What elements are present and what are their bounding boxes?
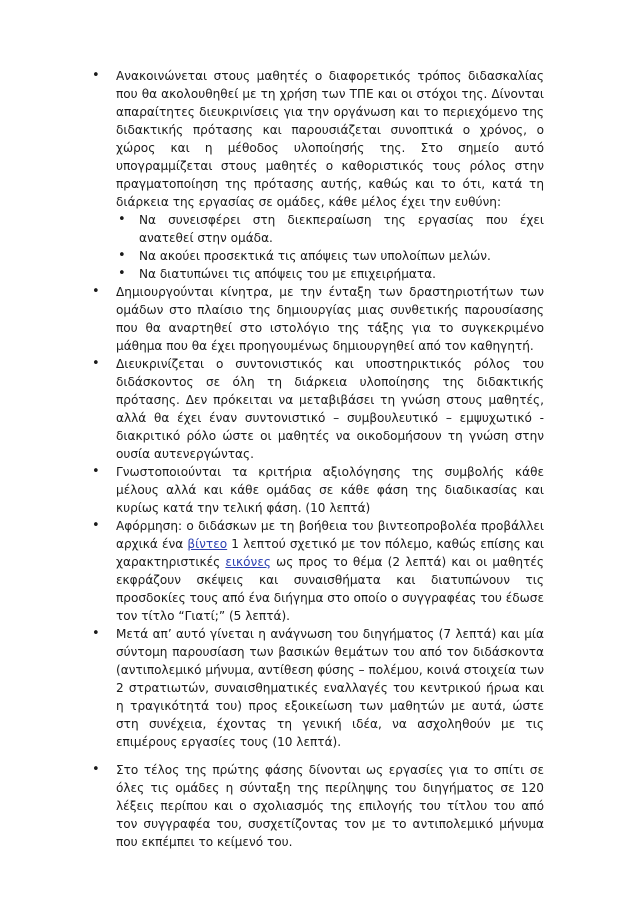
- video-link[interactable]: βίντεο: [187, 537, 228, 551]
- images-link[interactable]: εικόνες: [225, 555, 271, 569]
- sub-list-item: • Να διατυπώνει τις απόψεις του με επιχειρήματα.: [116, 265, 544, 283]
- paragraph-motivation-end: ως προς το θέμα (2 λεπτά) και οι μαθητές εκφράζουν σκέψεις και συναισθήματα και διατυπώνουν τις προσδοκίες τους από ένα διήγημα στο οποίο ο συγγραφέας του έδωσε τον τίτλο “Γιατί;” (5 λεπτά).: [116, 555, 544, 623]
- list-item: [92, 761, 544, 851]
- sub-bullet-list: [116, 211, 544, 283]
- sub-list-item: • Να ακούει προσεκτικά τις απόψεις των υπολοίπων μελών.: [116, 247, 544, 265]
- sub-list-item: • Να συνεισφέρει στη διεκπεραίωση της εργασίας που έχει ανατεθεί στην ομάδα.: [116, 211, 544, 247]
- list-item: [92, 625, 544, 751]
- document-body: [92, 67, 544, 851]
- list-item: [92, 67, 544, 283]
- main-bullet-list: [92, 67, 544, 851]
- paragraph-assessment-criteria: Γνωστοποιούνται τα κριτήρια αξιολόγησης της συμβολής κάθε μέλους αλλά και κάθε ομάδας σε κάθε φάση της διαδικασίας και κυρίως κατά την τελική φάση. (10 λεπτά): [116, 465, 544, 515]
- paragraph-motivation-start: Αφόρμηση: ο διδάσκων με τη βοήθεια του βιντεοπροβολέα προβάλλει αρχικά ένα: [116, 519, 544, 551]
- paragraph-homework: Στο τέλος της πρώτης φάσης δίνονται ως εργασίες για το σπίτι σε όλες τις ομάδες η σύνταξη της περίληψης του διηγήματος σε 120 λέξεις περίπου και ο σχολιασμός της επιλογής του τίτλου του από τον συγγραφέα του, συσχετίζοντας τον με το αντιπολεμικό μήνυμα που εκπέμπει το κείμενό του.: [116, 763, 544, 849]
- list-item: [92, 283, 544, 355]
- paragraph-teacher-role: Διευκρινίζεται ο συντονιστικός και υποστηρικτικός ρόλος του διδάσκοντος σε όλη τη διάρκεια υλοποίησης της διδακτικής πρότασης. Δεν πρόκειται να μεταβιβάσει τη γνώση στους μαθητές, αλλά θα έχει έναν συντονιστικό – συμβουλευτικό – εμψυχωτικό - διακριτικό ρόλο ώστε οι μαθητές να οικοδομήσουν τη γνώση στην ουσία αυτενεργώντας.: [116, 357, 544, 461]
- list-item: [92, 355, 544, 463]
- paragraph-reading: Μετά απ’ αυτό γίνεται η ανάγνωση του διηγήματος (7 λεπτά) και μία σύντομη παρουσίαση των βασικών θεμάτων του από τον διδάσκοντα (αντιπολεμικό μήνυμα, αντίθεση φύσης – πολέμου, κοινά στοιχεία των 2 στρατιωτών, συναισθηματικές εναλλαγές του κεντρικού ήρωα και η τραγικότητά του) προς εξοικείωση των μαθητών με αυτά, ώστε στη συνέχεια, έχοντας τη γενική ιδέα, να ασχοληθούν με τις επιμέρους εργασίες τους (10 λεπτά).: [116, 627, 544, 749]
- paragraph-motivation-middle: 1 λεπτού σχετικό με τον πόλεμο, καθώς επίσης και χαρακτηριστικές: [116, 537, 544, 569]
- list-item: [92, 517, 544, 625]
- list-item: [92, 463, 544, 517]
- paragraph-intro-roles: Ανακοινώνεται στους μαθητές ο διαφορετικός τρόπος διδασκαλίας που θα ακολουθηθεί με τη χρήση των ΤΠΕ και οι στόχοι της. Δίνονται απαραίτητες διευκρινίσεις για την οργάνωση και το περιεχόμενο της διδακτικής πρότασης και παρουσιάζεται συνοπτικά ο χρόνος, ο χώρος και η μέθοδος υλοποίησής της. Στο σημείο αυτό υπογραμμίζεται στους μαθητές ο καθοριστικός τους ρόλος στην πραγματοποίηση της πρότασης αυτής, καθώς και το ότι, κατά τη διάρκεια της εργασίας σε ομάδες, κάθε μέλος έχει την ευθύνη:: [116, 69, 544, 209]
- paragraph-motivation: Δημιουργούνται κίνητρα, με την ένταξη των δραστηριοτήτων των ομάδων στο πλαίσιο της δημιουργίας μιας συνθετικής παρουσίασης που θα αναρτηθεί στο ιστολόγιο της τάξης για το συγκεκριμένο μάθημα που θα έχει προηγουμένως δημιουργηθεί από τον καθηγητή.: [116, 285, 544, 353]
